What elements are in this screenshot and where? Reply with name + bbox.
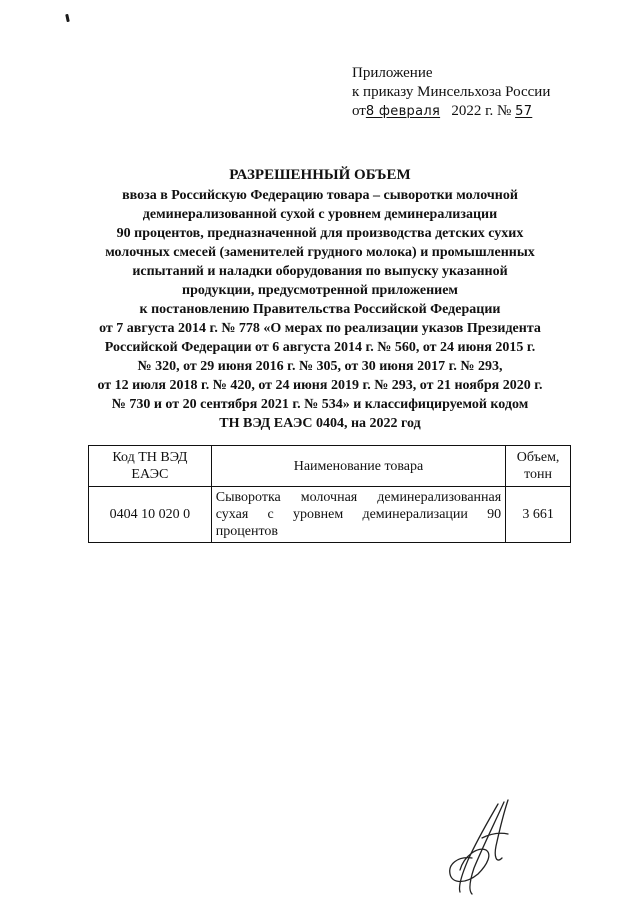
appendix-year: 2022 г. № [451, 103, 512, 119]
header-volume [506, 446, 571, 487]
header-code-line2: ЕАЭС [131, 467, 169, 482]
title-line: молочных смесей (заменителей грудного молока) и промышленных [105, 245, 535, 260]
header-name: Наименование товара [211, 446, 505, 487]
goods-table [88, 445, 571, 543]
appendix-from-prefix: от [352, 103, 366, 119]
cell-code: 0404 10 020 0 [89, 487, 212, 543]
title-line: ТН ВЭД ЕАЭС 0404, на 2022 год [219, 416, 421, 431]
appendix-date-line [352, 102, 550, 121]
header-volume-line2: тонн [524, 467, 553, 482]
title-line: № 730 и от 20 сентября 2021 г. № 534» и классифицируемой кодом [111, 397, 529, 412]
document-title [40, 166, 600, 433]
cell-name: Сыворотка молочная деминерализованная сухая с уровнем деминерализации 90 процентов [211, 487, 505, 543]
appendix-date-fill: 8 февраля [365, 104, 441, 119]
scan-speck [65, 14, 70, 22]
title-line: испытаний и наладки оборудования по выпуску указанной [132, 264, 508, 279]
title-heading: РАЗРЕШЕННЫЙ ОБЪЕМ [229, 167, 411, 183]
header-volume-line1: Объем, [516, 450, 560, 465]
title-line: от 7 августа 2014 г. № 778 «О мерах по реализации указов Президента [99, 321, 541, 336]
handwritten-signature [438, 798, 528, 898]
appendix-header [352, 64, 550, 121]
title-line: Российской Федерации от 6 августа 2014 г. № 560, от 24 июня 2015 г. [104, 340, 536, 355]
cell-volume: 3 661 [506, 487, 571, 543]
header-code-line1: Код ТН ВЭД [112, 450, 188, 465]
title-line: деминерализованной сухой с уровнем деминерализации [142, 207, 498, 222]
appendix-order-reference: к приказу Минсельхоза России [352, 84, 551, 100]
title-line: ввоза в Российскую Федерацию товара – сыворотки молочной [122, 188, 518, 203]
appendix-number-fill: 57 [515, 104, 533, 119]
title-line: к постановлению Правительства Российской Федерации [139, 302, 501, 317]
title-line: № 320, от 29 июня 2016 г. № 305, от 30 июня 2017 г. № 293, [137, 359, 503, 374]
table-row [89, 487, 571, 543]
title-line: от 12 июля 2018 г. № 420, от 24 июня 2019 г. № 293, от 21 ноября 2020 г. [97, 378, 543, 393]
header-code [89, 446, 212, 487]
title-line: продукции, предусмотренной приложением [182, 283, 458, 298]
appendix-label: Приложение [352, 65, 433, 81]
title-line: 90 процентов, предназначенной для производства детских сухих [116, 226, 524, 241]
table-header-row [89, 446, 571, 487]
